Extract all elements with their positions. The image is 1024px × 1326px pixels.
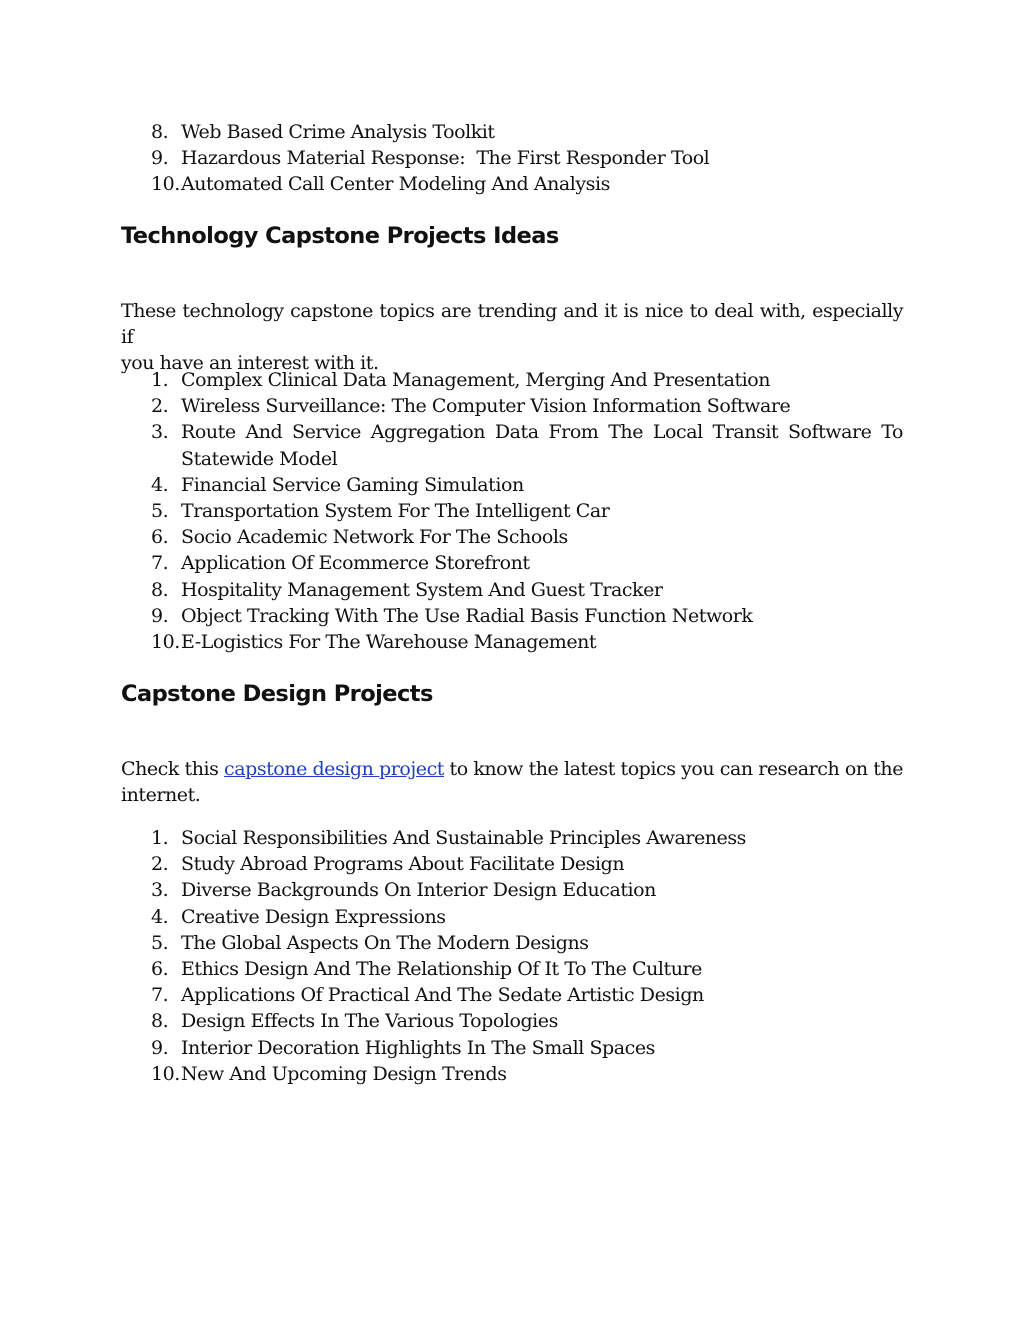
list-item	[121, 904, 903, 930]
list-item-number: 1.	[151, 369, 169, 391]
list-item	[121, 825, 903, 851]
list-item-text: Transportation System For The Intelligent Car	[181, 500, 610, 523]
list-item-text: Diverse Backgrounds On Interior Design Education	[181, 879, 656, 902]
list-item-text-line: Statewide Model	[181, 447, 338, 470]
list-item	[121, 1035, 903, 1061]
list-item-number: 3.	[151, 879, 169, 902]
list-item-number: 8.	[151, 1010, 169, 1033]
list-item-number: 5.	[151, 931, 169, 954]
list-item	[121, 524, 903, 550]
list-item	[121, 145, 903, 171]
list-item-number: 10.	[151, 1062, 180, 1085]
list-item	[121, 419, 903, 471]
list-item-text: Web Based Crime Analysis Toolkit	[181, 121, 495, 143]
list-item	[121, 877, 903, 903]
paragraph-text: Check this	[121, 758, 225, 780]
list-item-number: 9.	[151, 147, 169, 170]
list-item-number: 4.	[151, 473, 169, 496]
list-item	[121, 851, 903, 877]
paragraph-line: internet.	[121, 784, 201, 807]
list-item-text: Study Abroad Programs About Facilitate Design	[181, 853, 625, 876]
list-item-number: 5.	[151, 500, 169, 523]
paragraph-line: These technology capstone topics are trending and it is nice to deal with, especially if	[121, 300, 903, 349]
list-item	[121, 603, 903, 629]
list-item	[121, 1061, 903, 1087]
list-item-number: 2.	[151, 395, 169, 418]
list-item-text: Complex Clinical Data Management, Merging And Presentation	[181, 369, 771, 391]
list-item-number: 6.	[151, 958, 169, 981]
list-item-text: Wireless Surveillance: The Computer Vision Information Software	[181, 395, 791, 418]
list-item-text: Interior Decoration Highlights In The Small Spaces	[181, 1036, 655, 1059]
list-item-text: Ethics Design And The Relationship Of It To The Culture	[181, 958, 702, 981]
list-item-number: 2.	[151, 853, 169, 876]
list-item-number: 8.	[151, 578, 169, 601]
list-item-number: 9.	[151, 1036, 169, 1059]
paragraph-line	[121, 756, 903, 782]
list-item-text: Social Responsibilities And Sustainable Principles Awareness	[181, 827, 746, 849]
list-item	[121, 367, 903, 393]
list-item-number: 10.	[151, 173, 180, 196]
list-item	[121, 930, 903, 956]
list-item-text: The Global Aspects On The Modern Designs	[181, 931, 589, 954]
design-numbered-list	[121, 825, 903, 1087]
capstone-design-project-link[interactable]: capstone design project	[224, 758, 444, 780]
top-numbered-list	[121, 119, 903, 198]
list-item-number: 3.	[151, 421, 169, 444]
section-heading-technology: Technology Capstone Projects Ideas	[121, 223, 559, 249]
technology-numbered-list	[121, 367, 903, 655]
list-item	[121, 472, 903, 498]
list-item	[121, 498, 903, 524]
list-item	[121, 577, 903, 603]
list-item	[121, 982, 903, 1008]
list-item-text-line: Route And Service Aggregation Data From The Local Transit Software To	[181, 421, 903, 444]
list-item-text: Application Of Ecommerce Storefront	[181, 552, 530, 575]
list-item-number: 8.	[151, 121, 169, 143]
list-item-text: E-Logistics For The Warehouse Management	[181, 631, 597, 654]
list-item-number: 10.	[151, 631, 180, 654]
list-item-number: 6.	[151, 526, 169, 549]
list-item-text: Object Tracking With The Use Radial Basis Function Network	[181, 604, 753, 627]
list-item	[121, 629, 903, 655]
list-item	[121, 956, 903, 982]
list-item-text: Socio Academic Network For The Schools	[181, 526, 568, 549]
list-item-number: 4.	[151, 905, 169, 928]
list-item	[121, 171, 903, 197]
list-item-number: 7.	[151, 552, 169, 575]
list-item-text: Design Effects In The Various Topologies	[181, 1010, 558, 1033]
list-item-text: Applications Of Practical And The Sedate Artistic Design	[181, 984, 704, 1007]
list-item	[121, 1008, 903, 1034]
paragraph-line: you have an interest with it.	[121, 352, 379, 375]
list-item-text: Hazardous Material Response: The First Responder Tool	[181, 147, 710, 170]
list-item-text: Financial Service Gaming Simulation	[181, 473, 524, 496]
list-item-text: New And Upcoming Design Trends	[181, 1062, 507, 1085]
list-item-number: 1.	[151, 827, 169, 849]
technology-intro-paragraph	[121, 298, 903, 377]
list-item	[121, 550, 903, 576]
list-item-text	[181, 419, 903, 471]
design-intro-paragraph	[121, 756, 903, 808]
list-item-number: 9.	[151, 604, 169, 627]
list-item-text: Automated Call Center Modeling And Analysis	[181, 173, 610, 196]
list-item	[121, 119, 903, 145]
list-item	[121, 393, 903, 419]
list-item-number: 7.	[151, 984, 169, 1007]
list-item-text: Hospitality Management System And Guest Tracker	[181, 578, 663, 601]
section-heading-design: Capstone Design Projects	[121, 681, 433, 707]
list-item-text: Creative Design Expressions	[181, 905, 446, 928]
paragraph-text: to know the latest topics you can research on the	[443, 758, 903, 780]
